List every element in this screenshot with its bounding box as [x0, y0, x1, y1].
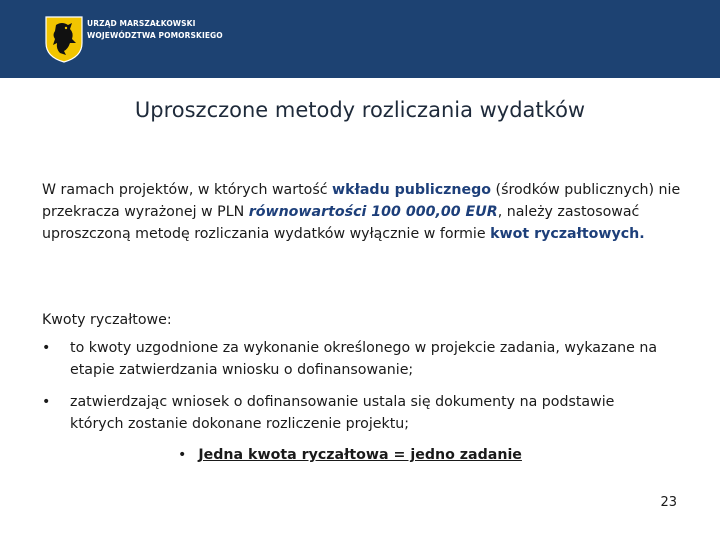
organization-name	[87, 18, 223, 42]
bullet-icon: •	[42, 340, 51, 356]
kwoty-heading-colon: :	[166, 312, 172, 328]
page-number: 23	[660, 495, 677, 510]
intro-bold-2: równowartości 100 000,00 EUR	[248, 204, 498, 220]
slide-title: Uproszczone metody rozliczania wydatków	[134, 98, 586, 122]
header-bar	[0, 0, 720, 78]
final-rule-text: Jedna kwota ryczałtowa = jedno zadanie	[198, 447, 522, 463]
intro-bold-3: kwot ryczałtowych.	[490, 226, 645, 242]
org-line-2: WOJEWÓDZTWA POMORSKIEGO	[87, 31, 223, 40]
intro-text-3: , należy zastosować uproszczoną metodę rozliczania wydatków wyłącznie w formie	[42, 204, 640, 242]
intro-text-1: W ramach projektów, w których wartość	[42, 182, 333, 198]
kwoty-heading-text: Kwoty ryczałtowe	[42, 312, 167, 328]
final-bullet	[178, 444, 522, 466]
intro-text-2: (środków publicznych) nie przekracza wyrażonej w PLN	[42, 182, 681, 220]
bullet-icon: •	[42, 394, 51, 410]
bullet-icon: •	[178, 447, 187, 463]
intro-paragraph	[42, 179, 682, 245]
list-item-text: to kwoty uzgodnione za wykonanie określonego w projekcie zadania, wykazane na etapie zatwierdzania wniosku o dofinansowanie;	[70, 340, 658, 378]
intro-bold-1: wkładu publicznego	[332, 182, 492, 198]
kwoty-heading	[42, 309, 172, 331]
griffin-crest-icon	[44, 15, 84, 63]
list-item-text: zatwierdzając wniosek o dofinansowanie ustala się dokumenty na podstawie których zostanie dokonane rozliczenie projektu;	[70, 394, 615, 432]
org-line-1: URZĄD MARSZAŁKOWSKI	[87, 19, 196, 28]
